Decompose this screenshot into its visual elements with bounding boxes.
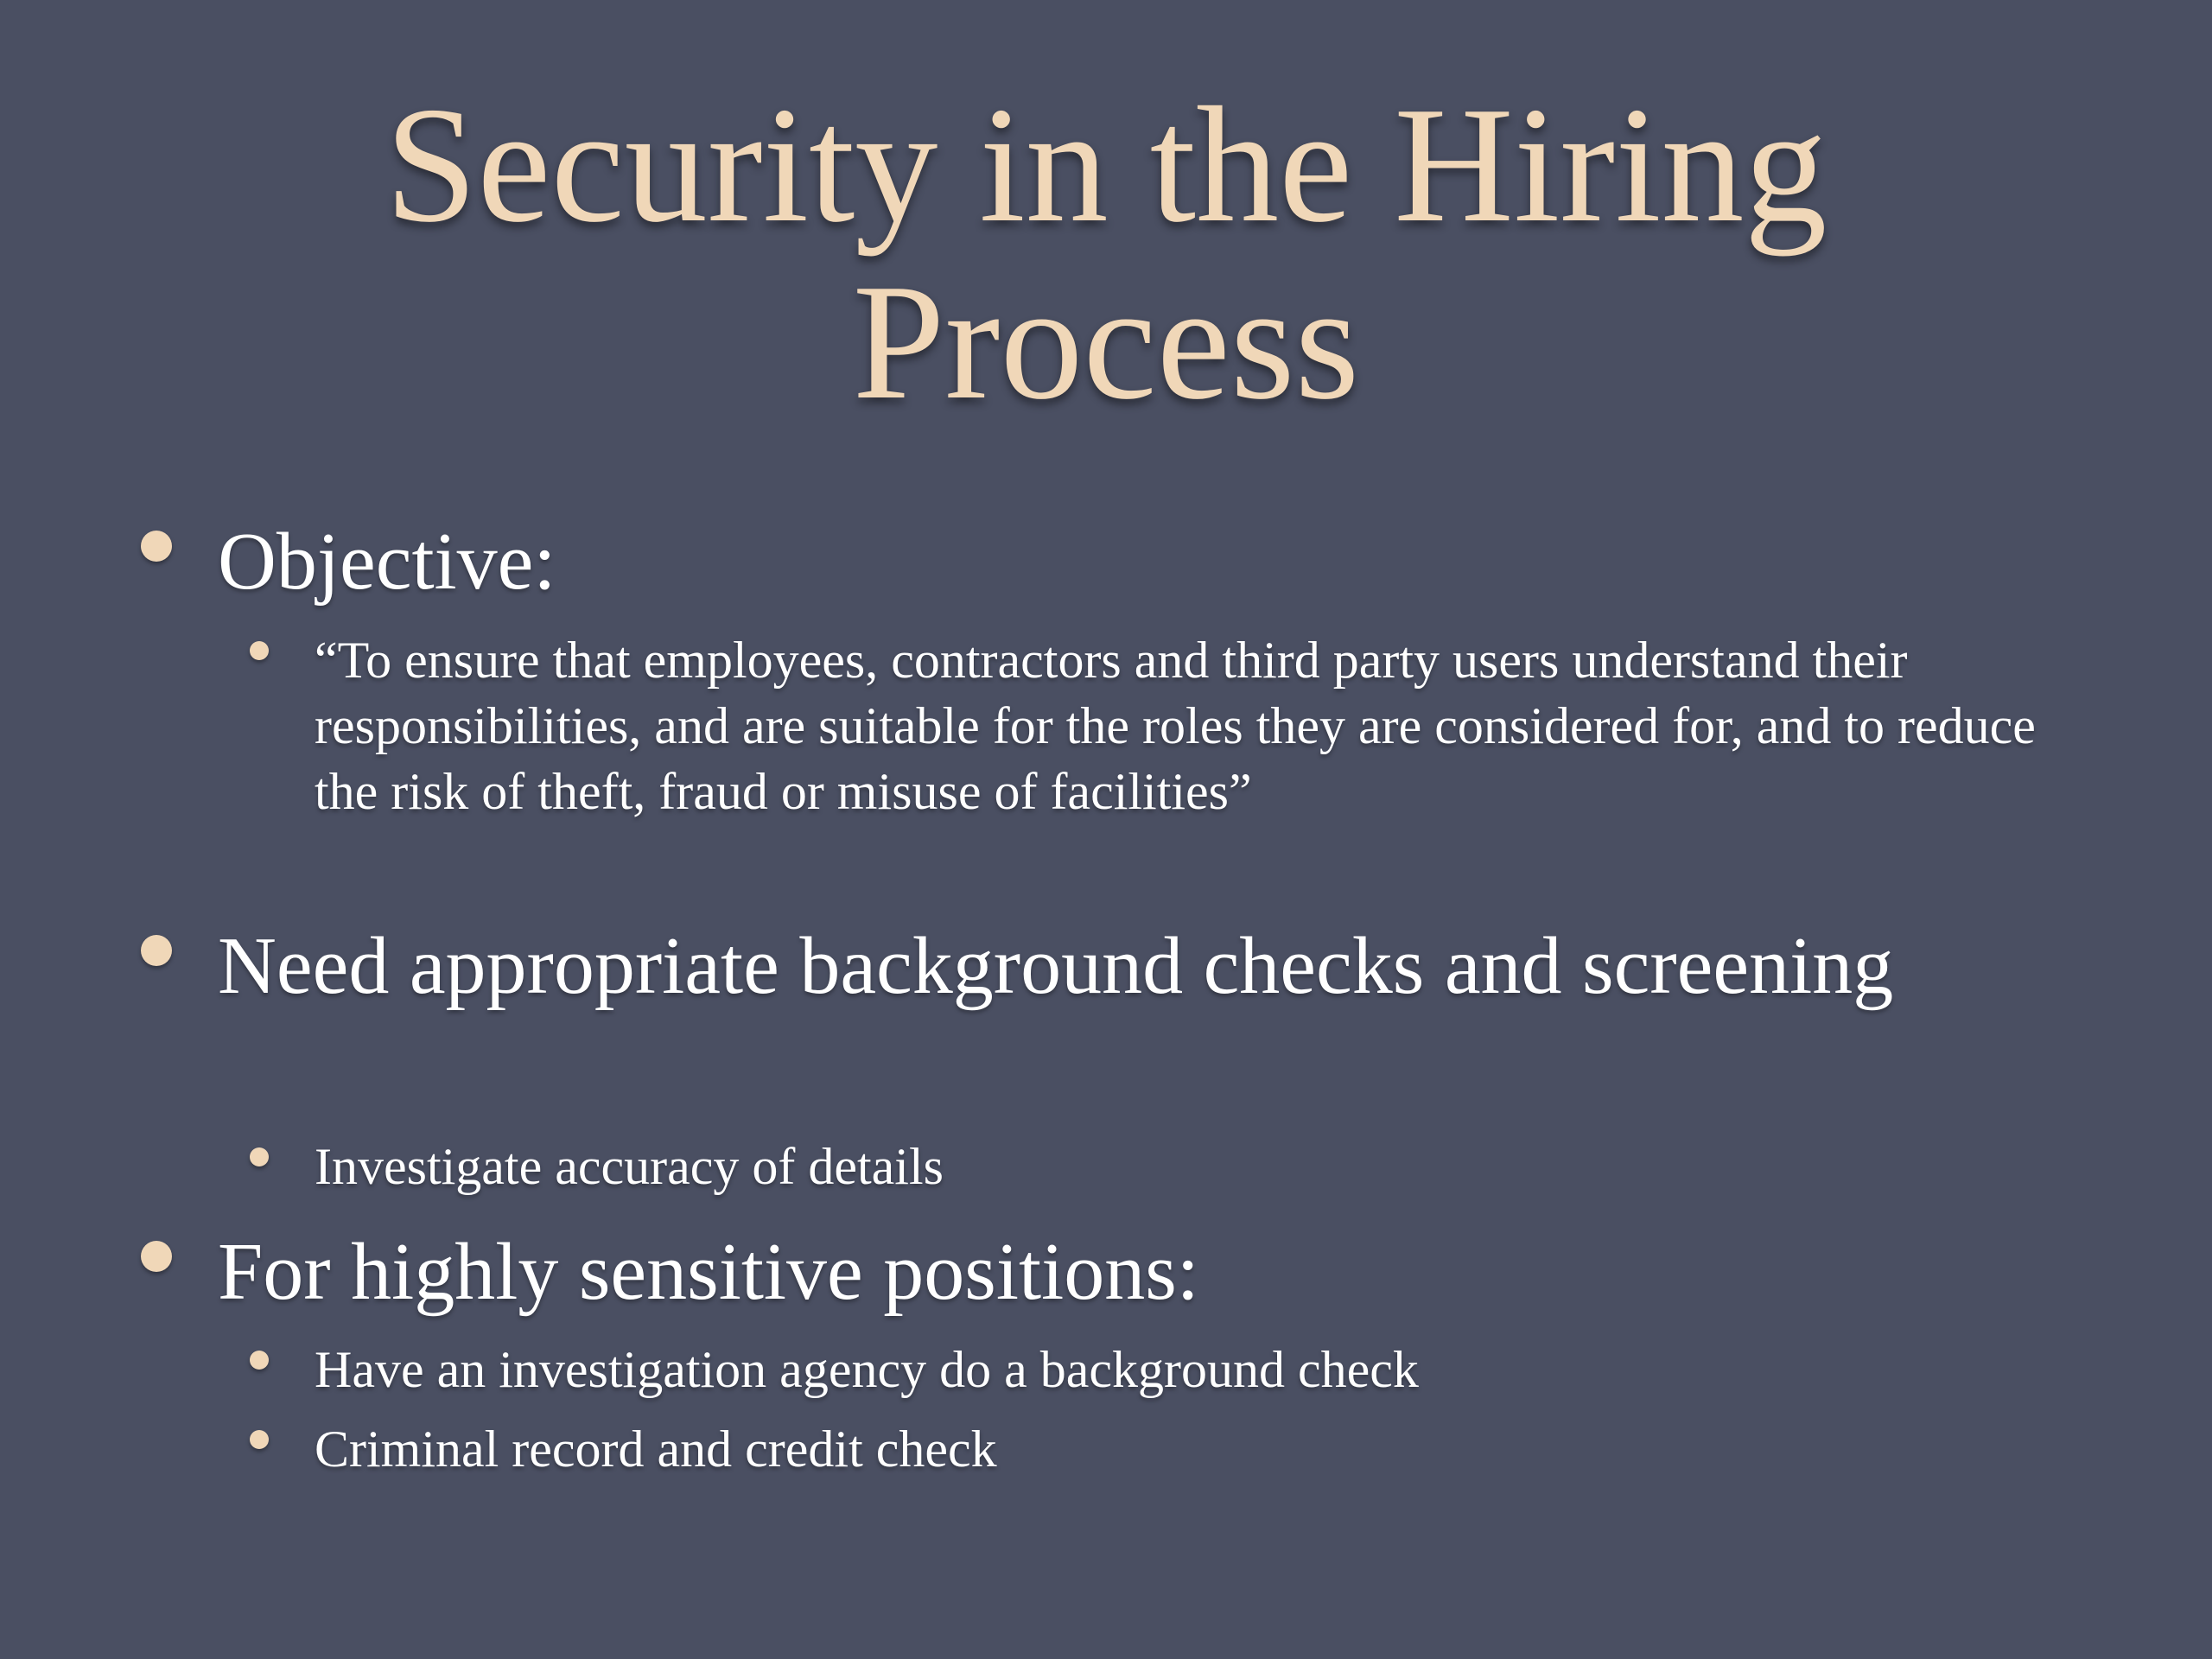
bullet-background-checks: Need appropriate background checks and screening — [218, 921, 1894, 1011]
sub-bullet-investigate-details: Investigate accuracy of details — [315, 1138, 944, 1195]
sub-bullet-dot-icon — [250, 1351, 269, 1370]
sub-bullet-criminal-credit-check: Criminal record and credit check — [315, 1421, 997, 1478]
sub-bullet-dot-icon — [250, 641, 269, 660]
bullet-dot-icon — [141, 935, 172, 966]
sub-bullet-objective-quote: “To ensure that employees, contractors and third party users understand their responsibilities, and are suitable for the roles they are considered for, and to reduce the risk of theft, fraud or misuse of facilities” — [315, 632, 2036, 820]
sub-bullet-dot-icon — [250, 1430, 269, 1449]
bullet-dot-icon — [141, 531, 172, 562]
bullet-sensitive-positions: For highly sensitive positions: — [218, 1227, 1199, 1317]
sub-bullet-dot-icon — [250, 1147, 269, 1166]
slide-title: Security in the Hiring Process — [385, 73, 1827, 434]
bullet-objective: Objective: — [218, 517, 556, 607]
bullet-dot-icon — [141, 1241, 172, 1272]
sub-bullet-investigation-agency: Have an investigation agency do a background check — [315, 1341, 1419, 1398]
